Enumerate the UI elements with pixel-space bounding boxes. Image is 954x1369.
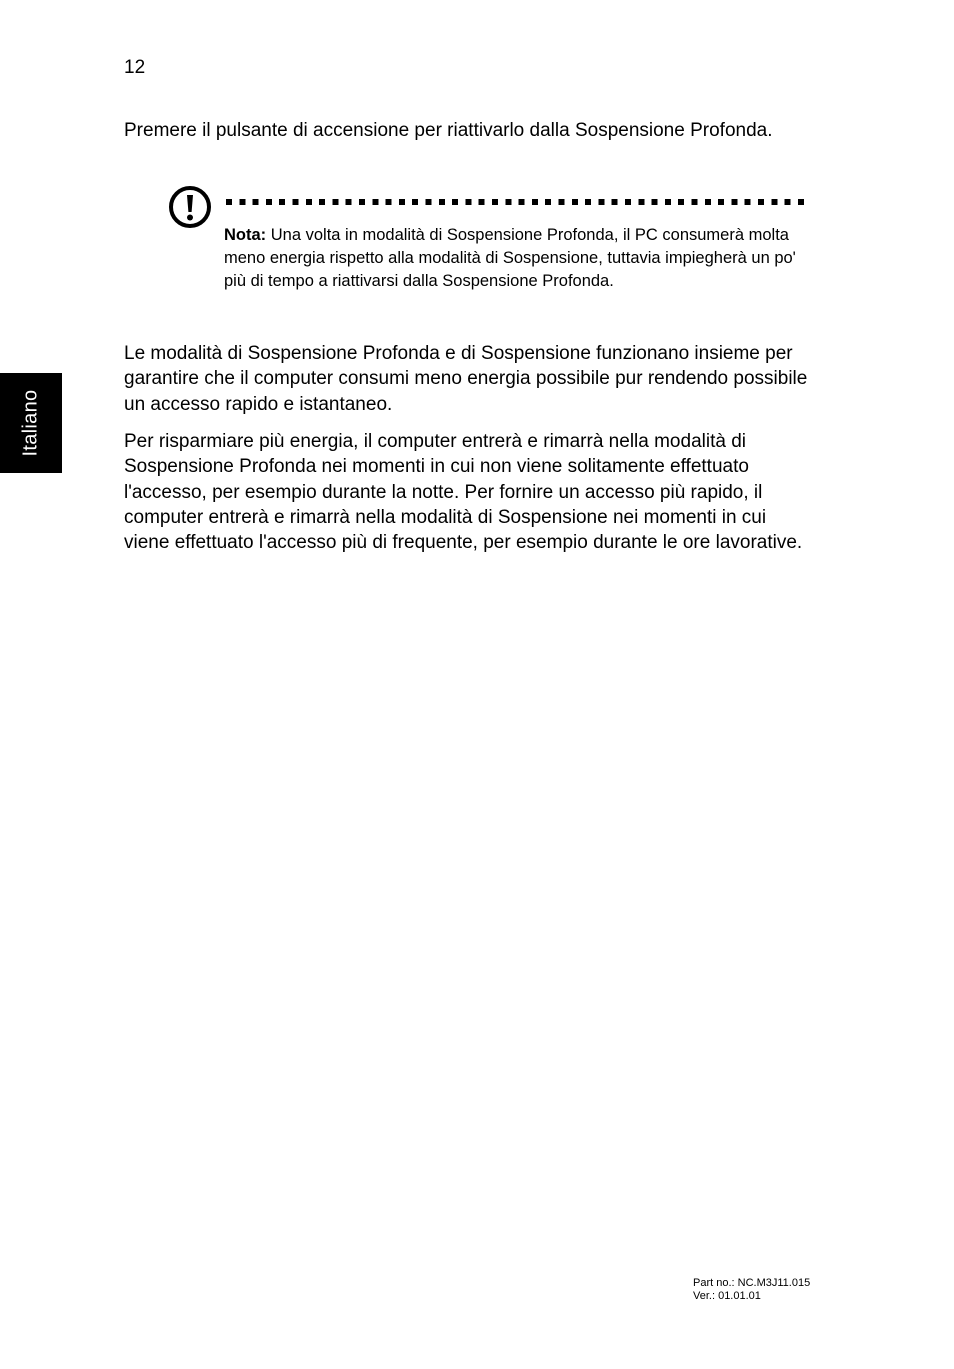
footer-info: [693, 1277, 810, 1303]
language-side-tab-label: Italiano: [19, 389, 42, 457]
exclamation-circle-icon: [168, 185, 212, 229]
note-dotted-divider: [226, 199, 809, 205]
language-side-tab: [0, 373, 62, 473]
page-number: 12: [124, 57, 146, 78]
footer-version: Ver.: 01.01.01: [693, 1290, 761, 1302]
note-body: Una volta in modalità di Sospensione Profonda, il PC consumerà molta meno energia rispetto alla modalità di Sospensione, tuttavia impiegherà un po' più di tempo a riattivarsi dalla Sospensione Profonda.: [224, 226, 796, 291]
note-text: [224, 224, 804, 294]
paragraph-modes-overview: Le modalità di Sospensione Profonda e di Sospensione funzionano insieme per garantire che il computer consumi meno energia possibile pur rendendo possibile un accesso rapido e istantaneo.: [124, 343, 808, 415]
paragraph-energy-saving: Per risparmiare più energia, il computer entrerà e rimarrà nella modalità di Sospensione Profonda nei momenti in cui non viene solitamente effettuato l'accesso, per esempio durante la notte. Per fornire un accesso più rapido, il computer entrerà e rimarrà nella modalità di Sospensione nei momenti in cui viene effettuato l'accesso più di frequente, per esempio durante le ore lavorative.: [124, 431, 803, 554]
note-label: Nota:: [224, 226, 267, 244]
footer-part-number: Part no.: NC.M3J11.015: [693, 1277, 811, 1289]
paragraph-resume-instruction: Premere il pulsante di accensione per riattivarlo dalla Sospensione Profonda.: [124, 120, 773, 141]
